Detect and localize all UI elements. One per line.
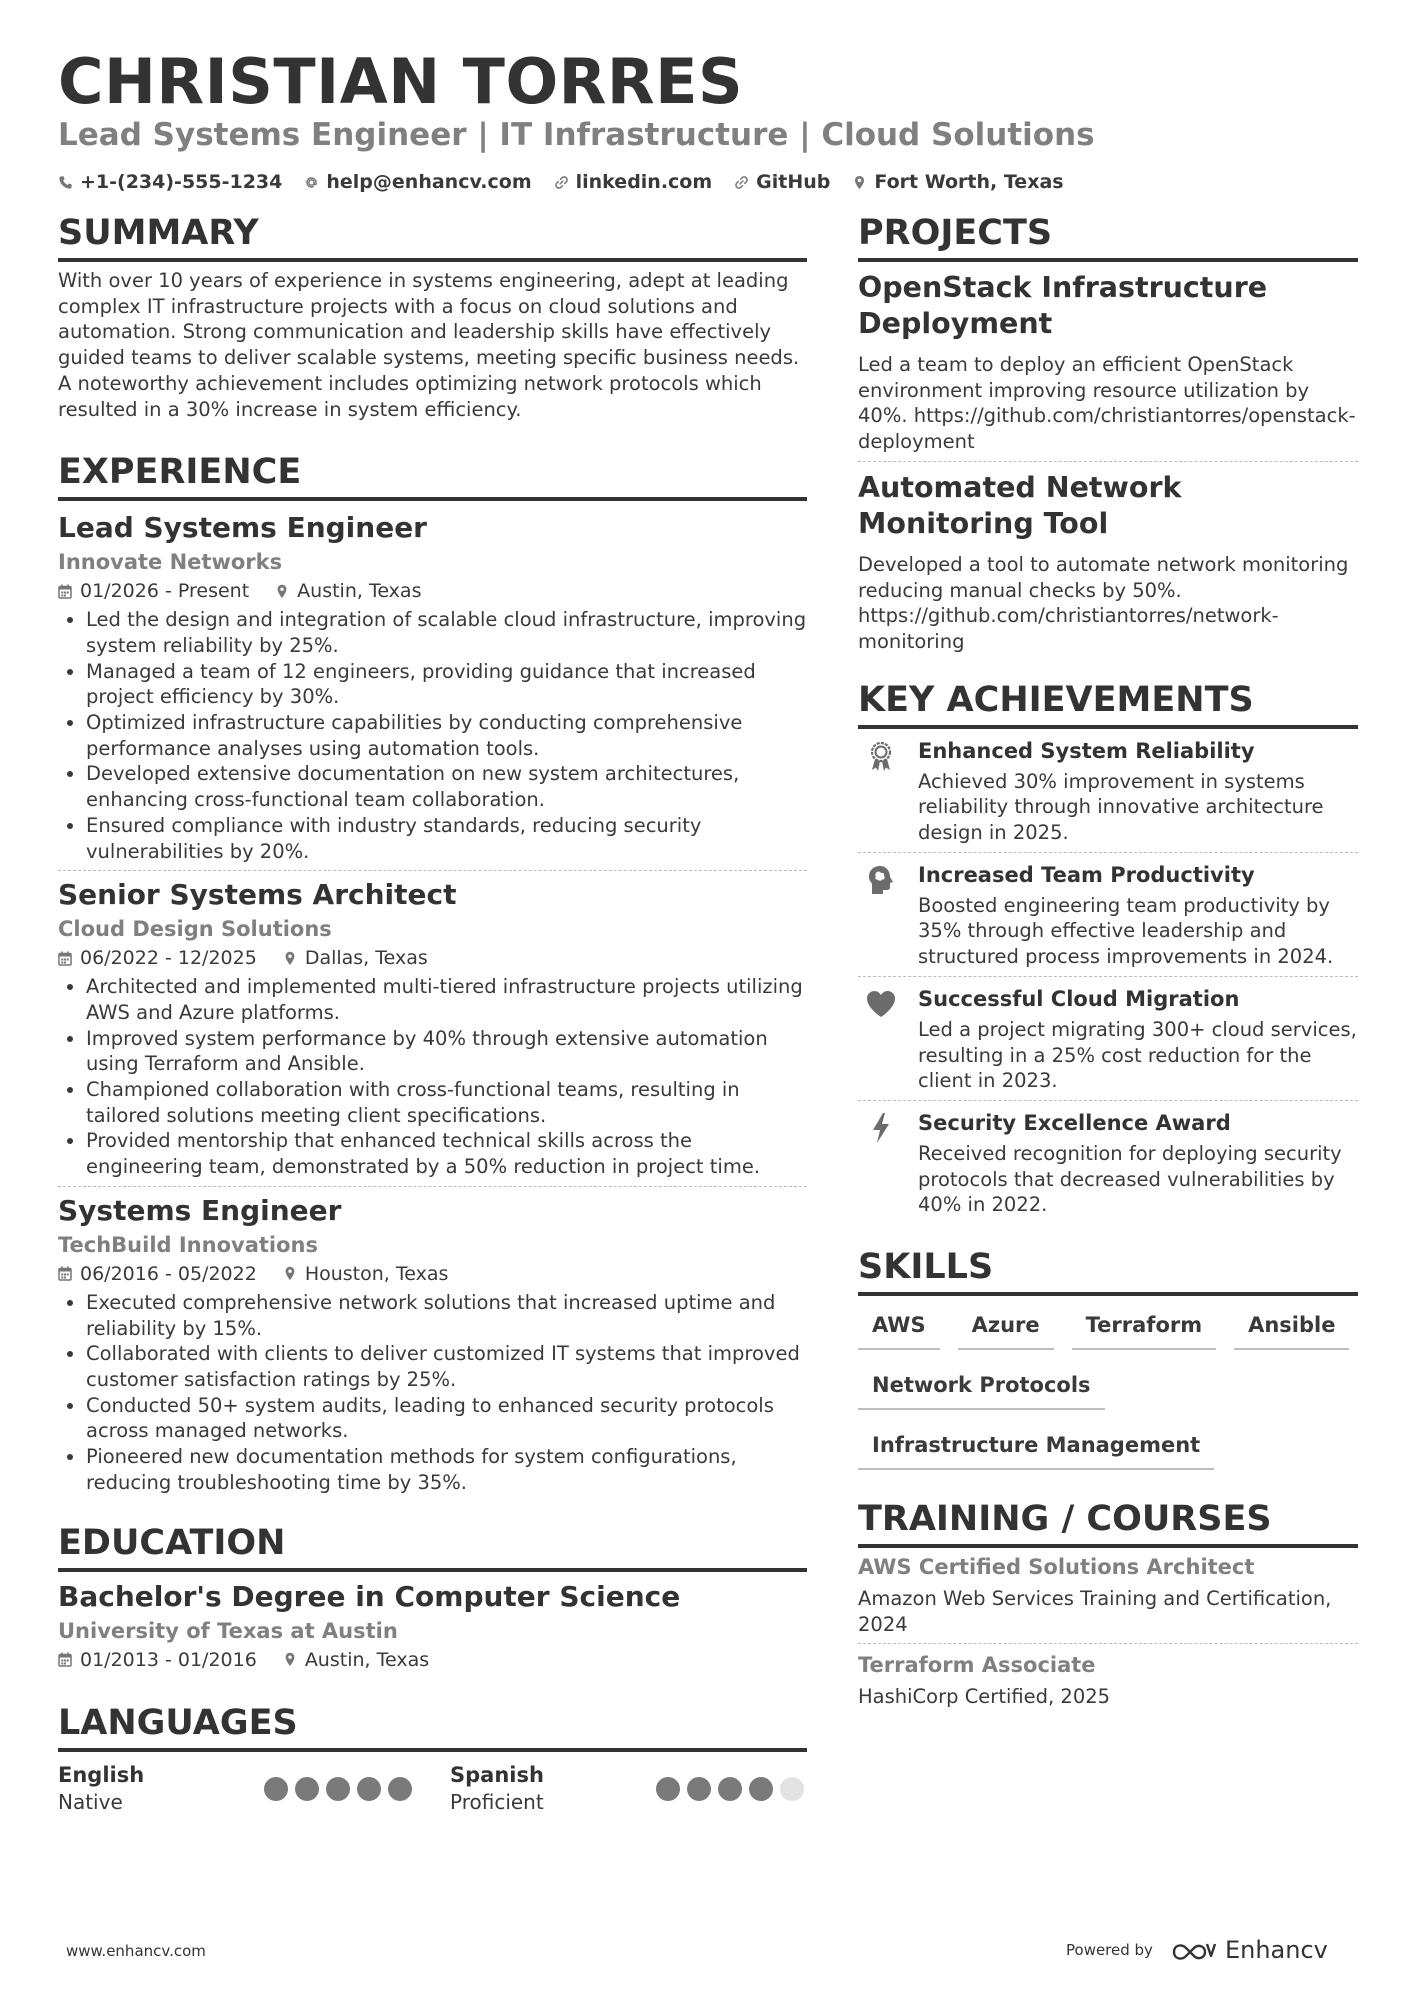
school-name: University of Texas at Austin — [58, 1618, 398, 1643]
degree-title: Bachelor's Degree in Computer Science — [58, 1579, 681, 1613]
job-bullet: • Improved system performance by 40% through extensive automation using Terraform and Ansible. — [86, 1026, 807, 1077]
education-entry — [58, 1572, 807, 1674]
job-bullet: • Provided mentorship that enhanced technical skills across the engineering team, demonstrated by a 50% reduction in project time. — [86, 1128, 807, 1179]
education-dates-text: 01/2013 - 01/2016 — [80, 1648, 257, 1671]
achievements-section — [858, 677, 1358, 1218]
education-location — [283, 1646, 429, 1674]
achievement-title: Enhanced System Reliability — [918, 738, 1255, 763]
language-name: English — [58, 1762, 145, 1787]
project-title: Automated Network Monitoring Tool — [858, 470, 1182, 540]
rating-dot-filled — [687, 1777, 711, 1801]
contact-phone-text: +1-(234)-555-1234 — [80, 171, 283, 193]
experience-entry — [58, 871, 807, 1187]
rating-dot-filled — [326, 1777, 350, 1801]
achievements-heading: KEY ACHIEVEMENTS — [858, 677, 1358, 729]
contact-github-text: GitHub — [756, 171, 831, 193]
job-location-text: Austin, Texas — [297, 580, 422, 603]
location-pin-icon — [283, 1652, 297, 1667]
job-bullets — [58, 607, 807, 864]
achievement-title: Security Excellence Award — [918, 1110, 1231, 1135]
contact-linkedin[interactable] — [554, 167, 713, 197]
job-location — [283, 944, 428, 972]
award-ribbon-icon — [858, 735, 904, 846]
job-dates-text: 01/2026 - Present — [80, 580, 250, 603]
languages-list — [58, 1762, 807, 1816]
summary-text: With over 10 years of experience in systems engineering, adept at leading complex IT infrastructure projects with a focus on cloud solutions and automation. Strong communication and leadership skills have effectively guided teams to deliver scalable systems, meeting specific business needs. A noteworthy achievement includes optimizing network protocols which resulted in a 30% increase in system efficiency. — [58, 269, 800, 421]
contact-email-text: help@enhancv.com — [326, 171, 532, 193]
skill-tag: Terraform — [1072, 1306, 1216, 1350]
job-bullet: • Executed comprehensive network solutions that increased uptime and reliability by 15%. — [86, 1290, 807, 1341]
achievement-description: Received recognition for deploying security protocols that decreased vulnerabilities by 40% in 2022. — [918, 1141, 1342, 1217]
job-bullet: • Developed extensive documentation on new system architectures, enhancing cross-functional team collaboration. — [86, 761, 807, 812]
skill-tag: Network Protocols — [858, 1366, 1105, 1410]
course-title: AWS Certified Solutions Architect — [858, 1555, 1255, 1580]
contact-location-text: Fort Worth, Texas — [874, 171, 1064, 193]
projects-section — [858, 210, 1358, 655]
at-icon — [304, 175, 319, 190]
rating-dot-filled — [357, 1777, 381, 1801]
languages-section — [58, 1700, 807, 1816]
job-dates — [58, 577, 249, 605]
project-description: Developed a tool to automate network monitoring reducing manual checks by 50%. https://github.com/christiantorres/network-monitoring — [858, 552, 1349, 653]
language-rating — [656, 1777, 804, 1801]
achievement-description: Achieved 30% improvement in systems reliability through innovative architecture design in 2025. — [918, 769, 1324, 845]
language-level: Proficient — [450, 1789, 544, 1814]
location-pin-icon — [283, 1266, 297, 1281]
location-pin-icon — [283, 951, 297, 966]
job-dates-text: 06/2022 - 12/2025 — [80, 947, 257, 970]
summary-heading: SUMMARY — [58, 210, 807, 262]
job-dates-text: 06/2016 - 05/2022 — [80, 1262, 257, 1285]
rating-dot-filled — [295, 1777, 319, 1801]
skills-section — [858, 1244, 1358, 1470]
job-dates — [58, 944, 257, 972]
job-bullet: • Conducted 50+ system audits, leading to enhanced security protocols across managed networks. — [86, 1393, 807, 1444]
company-name: TechBuild Innovations — [58, 1232, 318, 1257]
course-entry — [858, 1548, 1358, 1644]
calendar-icon — [58, 951, 72, 966]
projects-heading: PROJECTS — [858, 210, 1358, 262]
company-name: Innovate Networks — [58, 550, 283, 575]
job-bullet: • Architected and implemented multi-tiered infrastructure projects utilizing AWS and Azure platforms. — [86, 974, 807, 1025]
education-location-text: Austin, Texas — [304, 1648, 430, 1671]
rating-dot-filled — [656, 1777, 680, 1801]
project-entry — [858, 262, 1358, 462]
job-bullet: • Led the design and integration of scalable cloud infrastructure, improving system reliability by 25%. — [86, 607, 807, 658]
footer-website[interactable]: www.enhancv.com — [66, 1942, 206, 1960]
job-location — [283, 1260, 449, 1288]
achievement-title: Increased Team Productivity — [918, 862, 1255, 887]
training-section — [858, 1496, 1358, 1710]
rating-dot-filled — [718, 1777, 742, 1801]
calendar-icon — [58, 584, 72, 599]
experience-heading: EXPERIENCE — [58, 449, 807, 501]
location-pin-icon — [852, 175, 867, 190]
rating-dot-filled — [388, 1777, 412, 1801]
job-meta — [58, 1260, 807, 1288]
job-bullet: • Optimized infrastructure capabilities by conducting comprehensive performance analyses using automation tools. — [86, 710, 807, 761]
education-heading: EDUCATION — [58, 1520, 807, 1572]
right-column — [858, 210, 1358, 1710]
job-bullet: • Pioneered new documentation methods for system configurations, reducing troubleshooting time by 35%. — [86, 1444, 807, 1495]
brand-logo[interactable] — [1171, 1936, 1328, 1964]
course-description: HashiCorp Certified, 2025 — [858, 1685, 1111, 1709]
skills-heading: SKILLS — [858, 1244, 1358, 1296]
phone-icon — [58, 175, 73, 190]
project-entry — [858, 462, 1358, 655]
location-pin-icon — [275, 584, 289, 599]
job-location-text: Houston, Texas — [304, 1262, 449, 1285]
job-bullets — [58, 974, 807, 1180]
skill-tag: AWS — [858, 1306, 940, 1350]
footer-branding — [1066, 1936, 1328, 1964]
training-heading: TRAINING / COURSES — [858, 1496, 1358, 1548]
job-bullet: • Collaborated with clients to deliver customized IT systems that improved customer satisfaction ratings by 25%. — [86, 1341, 807, 1392]
contact-linkedin-text: linkedin.com — [575, 171, 713, 193]
experience-section — [58, 449, 807, 1495]
course-description: Amazon Web Services Training and Certification, 2024 — [858, 1587, 1332, 1636]
achievement-entry — [858, 1101, 1358, 1218]
contact-bar — [58, 167, 1064, 197]
course-title: Terraform Associate — [858, 1653, 1096, 1678]
calendar-icon — [58, 1266, 72, 1281]
powered-by-text: Powered by — [1066, 1941, 1153, 1959]
achievement-description: Led a project migrating 300+ cloud services, resulting in a 25% cost reduction for the client in 2023. — [918, 1017, 1357, 1093]
education-dates — [58, 1646, 257, 1674]
job-bullet: • Managed a team of 12 engineers, providing guidance that increased project efficiency by 30%. — [86, 659, 807, 710]
language-name: Spanish — [450, 1762, 544, 1787]
course-entry — [858, 1644, 1358, 1710]
achievement-entry — [858, 729, 1358, 853]
skill-tag: Ansible — [1234, 1306, 1349, 1350]
rating-dot-filled — [264, 1777, 288, 1801]
contact-location — [852, 167, 1063, 197]
job-bullet: • Ensured compliance with industry standards, reducing security vulnerabilities by 20%. — [86, 813, 807, 864]
project-title: OpenStack Infrastructure Deployment — [858, 271, 1268, 340]
job-meta — [58, 944, 807, 972]
candidate-name: CHRISTIAN TORRES — [58, 45, 744, 118]
link-icon — [734, 175, 749, 190]
achievement-entry — [858, 977, 1358, 1101]
languages-heading: LANGUAGES — [58, 1700, 807, 1752]
job-location-text: Dallas, Texas — [304, 947, 428, 970]
left-column — [58, 210, 807, 1816]
contact-github[interactable] — [734, 167, 830, 197]
experience-entry — [58, 501, 807, 871]
job-title: Lead Systems Engineer — [58, 511, 427, 545]
headline: Lead Systems Engineer | IT Infrastructure | Cloud Solutions — [58, 117, 1095, 153]
job-title: Senior Systems Architect — [58, 878, 457, 912]
achievement-entry — [858, 853, 1358, 977]
brand-name: Enhancv — [1224, 1936, 1328, 1964]
rating-dot-empty — [780, 1777, 804, 1801]
head-brain-icon — [858, 859, 904, 970]
achievement-description: Boosted engineering team productivity by 35% through effective leadership and structured process improvements in 2024. — [918, 893, 1334, 969]
link-icon — [554, 175, 569, 190]
language-item — [58, 1762, 412, 1816]
education-meta — [58, 1646, 807, 1674]
job-location — [275, 577, 421, 605]
enhancv-logo-icon — [1171, 1937, 1217, 1963]
skills-list — [858, 1306, 1358, 1470]
job-dates — [58, 1260, 257, 1288]
contact-email[interactable] — [304, 167, 531, 197]
education-section — [58, 1520, 807, 1674]
company-name: Cloud Design Solutions — [58, 917, 332, 942]
job-bullet: • Championed collaboration with cross-functional teams, resulting in tailored solutions meeting client specifications. — [86, 1077, 807, 1128]
job-title: Systems Engineer — [58, 1193, 342, 1227]
experience-entry — [58, 1187, 807, 1496]
calendar-icon — [58, 1652, 72, 1667]
skill-tag: Infrastructure Management — [858, 1426, 1214, 1470]
language-item — [450, 1762, 804, 1816]
skill-tag: Azure — [958, 1306, 1054, 1350]
job-bullets — [58, 1290, 807, 1496]
summary-section — [58, 210, 807, 422]
contact-phone[interactable] — [58, 167, 282, 197]
lightning-bolt-icon — [858, 1107, 904, 1218]
heart-icon — [858, 983, 904, 1094]
language-rating — [264, 1777, 412, 1801]
achievement-title: Successful Cloud Migration — [918, 986, 1240, 1011]
rating-dot-filled — [749, 1777, 773, 1801]
job-meta — [58, 577, 807, 605]
project-description: Led a team to deploy an efficient OpenStack environment improving resource utilization by 40%. https://github.com/christiantorres/openstack-deployment — [858, 353, 1356, 454]
language-level: Native — [58, 1789, 123, 1814]
